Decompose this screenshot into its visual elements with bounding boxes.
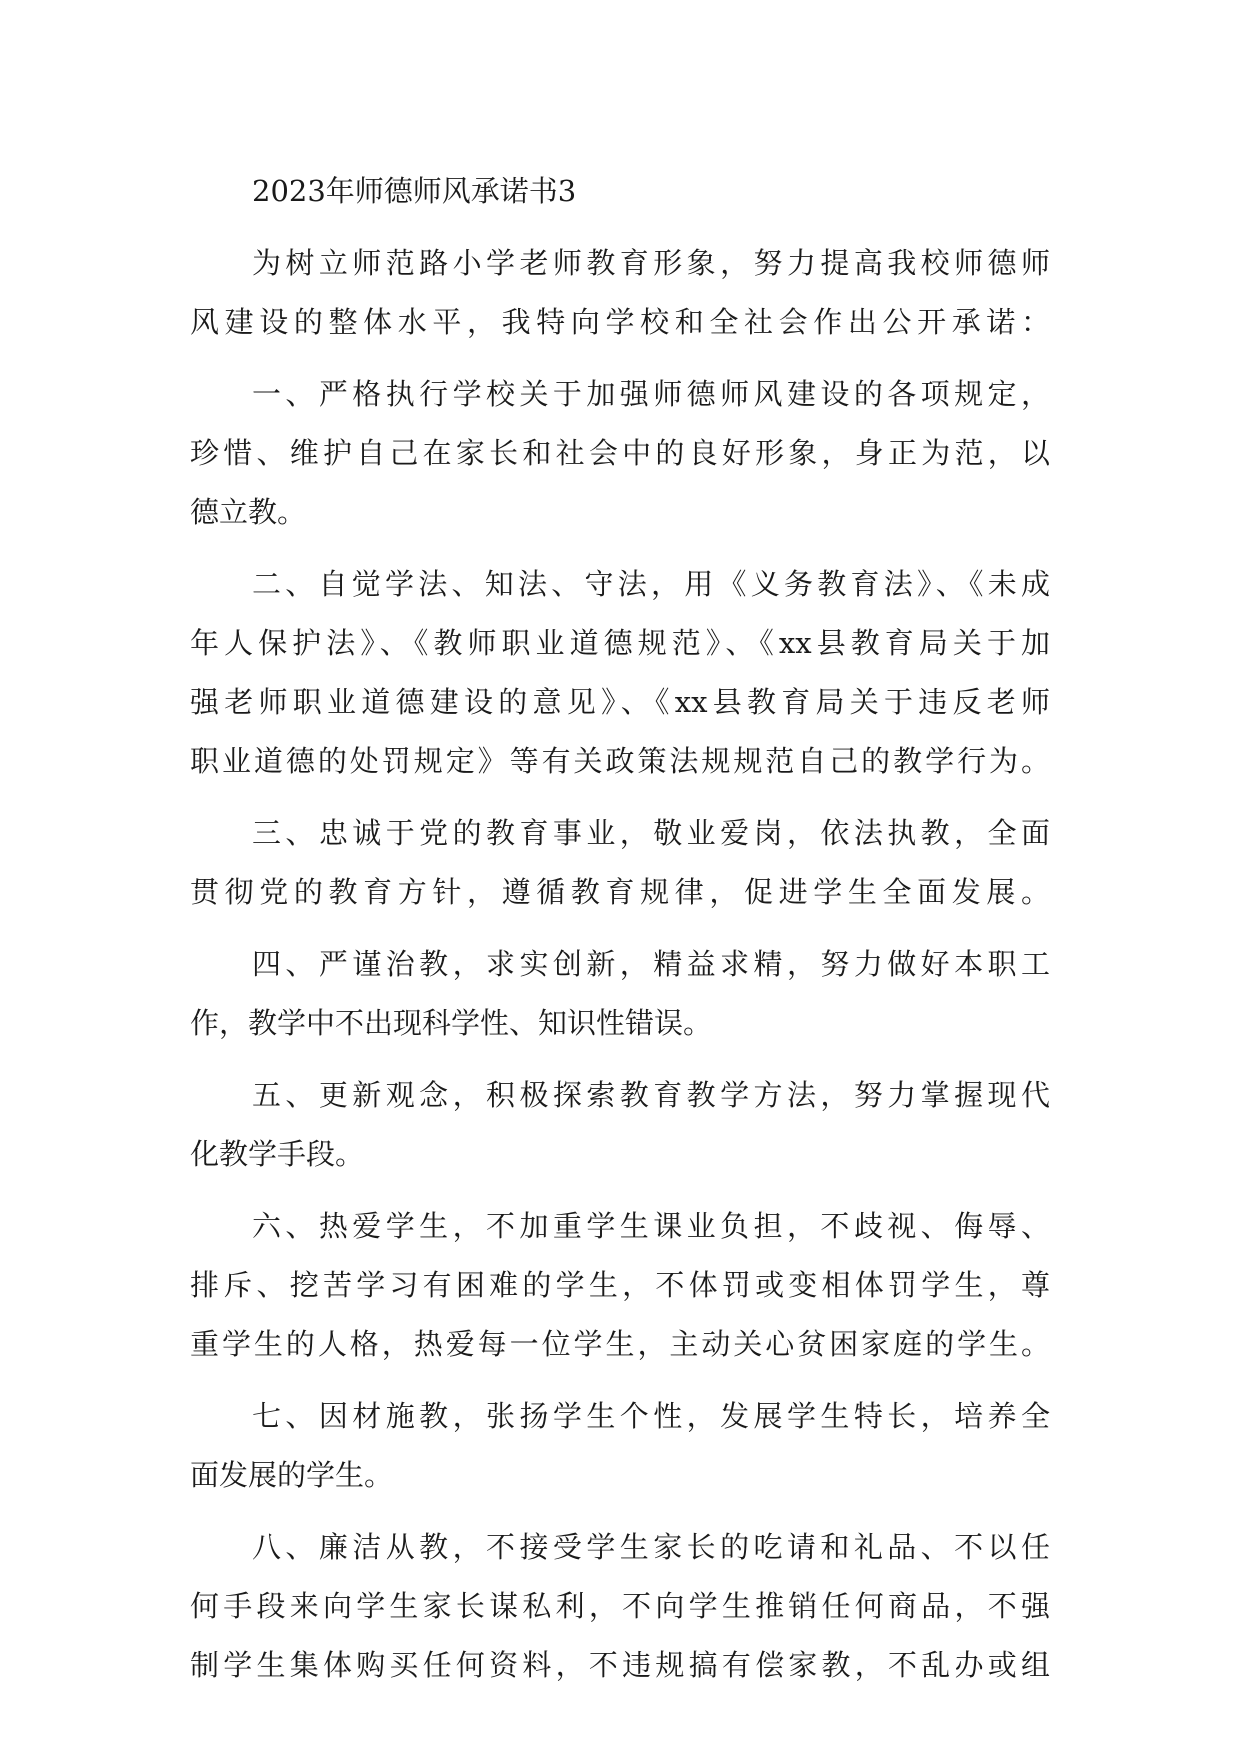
paragraph-line: 重学生的人格，热爱每一位学生，主动关心贫困家庭的学生。 bbox=[190, 1327, 1050, 1361]
paragraph-line: 排斥、挖苦学习有困难的学生，不体罚或变相体罚学生，尊 bbox=[190, 1268, 1050, 1302]
paragraph-line: 制学生集体购买任何资料，不违规搞有偿家教，不乱办或组 bbox=[190, 1648, 1050, 1682]
paragraph-item-4 bbox=[190, 935, 1050, 1053]
paragraph-line: 强老师职业道德建设的意见》、《xx县教育局关于违反老师 bbox=[190, 685, 1050, 719]
paragraph-preamble bbox=[190, 234, 1050, 352]
paragraph-line: 年人保护法》、《教师职业道德规范》、《xx县教育局关于加 bbox=[190, 626, 1050, 660]
paragraph-line: 为树立师范路小学老师教育形象，努力提高我校师德师 bbox=[252, 246, 1050, 280]
paragraph-line: 二、自觉学法、知法、守法，用《义务教育法》、《未成 bbox=[252, 567, 1050, 601]
paragraph-item-1 bbox=[190, 365, 1050, 542]
paragraph-line: 化教学手段。 bbox=[190, 1137, 365, 1171]
paragraph-line: 八、廉洁从教，不接受学生家长的吃请和礼品、不以任 bbox=[252, 1530, 1050, 1564]
paragraph-line: 面发展的学生。 bbox=[190, 1458, 394, 1492]
paragraph-item-7 bbox=[190, 1387, 1050, 1505]
paragraph-line: 一、严格执行学校关于加强师德师风建设的各项规定， bbox=[252, 377, 1050, 411]
paragraph-line: 珍惜、维护自己在家长和社会中的良好形象，身正为范，以 bbox=[190, 436, 1050, 470]
document-title: 2023年师德师风承诺书3 bbox=[252, 174, 577, 208]
paragraph-line: 五、更新观念，积极探索教育教学方法，努力掌握现代 bbox=[252, 1078, 1050, 1112]
paragraph-item-8 bbox=[190, 1518, 1050, 1695]
paragraph-line: 贯彻党的教育方针，遵循教育规律，促进学生全面发展。 bbox=[190, 875, 1050, 909]
paragraph-item-5 bbox=[190, 1066, 1050, 1184]
paragraph-line: 四、严谨治教，求实创新，精益求精，努力做好本职工 bbox=[252, 947, 1050, 981]
paragraph-item-3 bbox=[190, 804, 1050, 922]
paragraph-line: 何手段来向学生家长谋私利，不向学生推销任何商品，不强 bbox=[190, 1589, 1050, 1623]
paragraph-line: 六、热爱学生，不加重学生课业负担，不歧视、侮辱、 bbox=[252, 1209, 1050, 1243]
paragraph-line: 德立教。 bbox=[190, 495, 307, 529]
paragraph-item-6 bbox=[190, 1197, 1050, 1374]
paragraph-line: 三、忠诚于党的教育事业，敬业爱岗，依法执教，全面 bbox=[252, 816, 1050, 850]
paragraph-line: 职业道德的处罚规定》等有关政策法规规范自己的教学行为。 bbox=[190, 744, 1050, 778]
paragraph-item-2 bbox=[190, 555, 1050, 791]
document-body bbox=[190, 162, 1050, 1695]
paragraph-line: 作，教学中不出现科学性、知识性错误。 bbox=[190, 1006, 713, 1040]
paragraph-line: 七、因材施教，张扬学生个性，发展学生特长，培养全 bbox=[252, 1399, 1050, 1433]
paragraph-line: 风建设的整体水平，我特向学校和全社会作出公开承诺： bbox=[190, 305, 1050, 339]
